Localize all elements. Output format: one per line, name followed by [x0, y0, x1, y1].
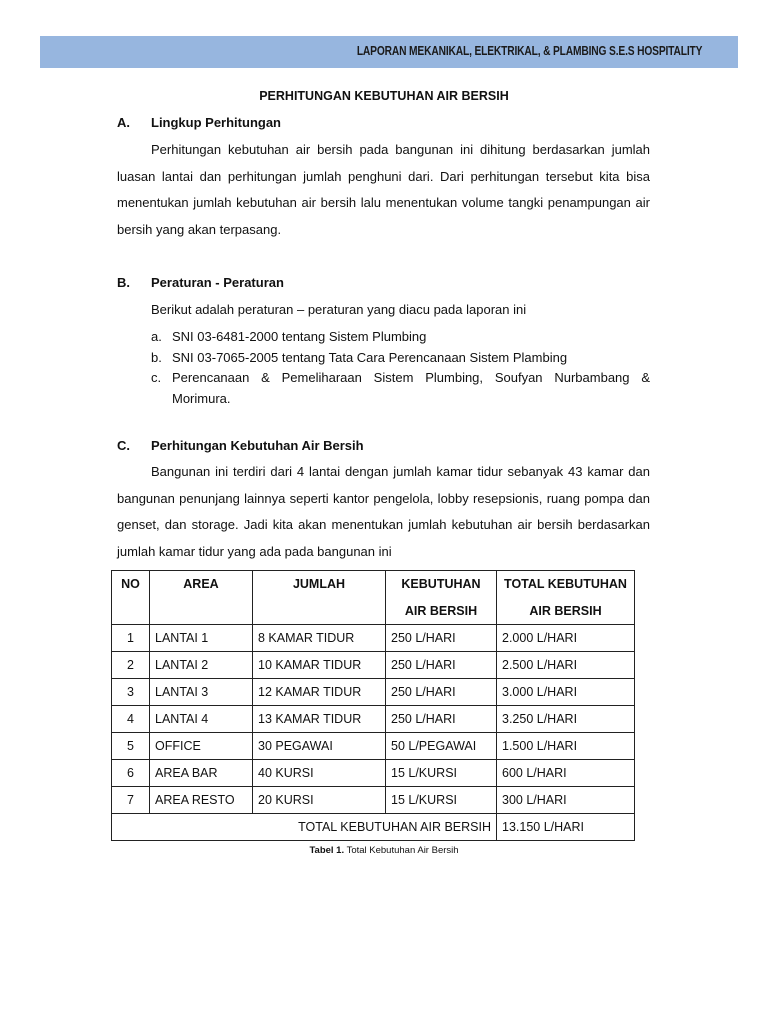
table-header-row — [112, 571, 635, 625]
header-total: TOTAL KEBUTUHAN AIR BERSIH — [497, 571, 635, 625]
section-a-text: Perhitungan kebutuhan air bersih pada bangunan ini dihitung berdasarkan jumlah luasan lantai dan perhitungan jumlah penghuni dari. Dari perhitungan tersebut kita bisa menentukan jumlah kebutuhan air bersih lalu menentukan volume tangki penampungan air bersih yang akan terpasang. — [117, 142, 650, 237]
section-a-paragraph — [117, 137, 650, 243]
total-label: TOTAL KEBUTUHAN AIR BERSIH — [112, 814, 497, 841]
caption-text: Total Kebutuhan Air Bersih — [344, 845, 459, 856]
cell-kebutuhan: 250 L/HARI — [386, 652, 497, 679]
total-value: 13.150 L/HARI — [497, 814, 635, 841]
cell-total: 3.250 L/HARI — [497, 706, 635, 733]
section-c-title: Perhitungan Kebutuhan Air Bersih — [151, 438, 364, 453]
cell-area: AREA RESTO — [150, 787, 253, 814]
list-marker: a. — [151, 329, 162, 344]
cell-total: 600 L/HARI — [497, 760, 635, 787]
cell-total: 1.500 L/HARI — [497, 733, 635, 760]
caption-label: Tabel 1. — [309, 845, 345, 856]
cell-jumlah: 20 KURSI — [253, 787, 386, 814]
table-row — [112, 625, 635, 652]
table-row — [112, 733, 635, 760]
header-area: AREA — [150, 571, 253, 625]
table-row — [112, 787, 635, 814]
section-b-title: Peraturan - Peraturan — [151, 275, 284, 290]
cell-jumlah: 8 KAMAR TIDUR — [253, 625, 386, 652]
section-b-intro: Berikut adalah peraturan – peraturan yang diacu pada laporan ini — [151, 302, 527, 317]
cell-kebutuhan: 15 L/KURSI — [386, 760, 497, 787]
cell-total: 3.000 L/HARI — [497, 679, 635, 706]
cell-no: 6 — [112, 760, 150, 787]
cell-total: 2.500 L/HARI — [497, 652, 635, 679]
cell-total: 300 L/HARI — [497, 787, 635, 814]
list-item — [151, 348, 650, 369]
cell-no: 3 — [112, 679, 150, 706]
header-kebutuhan: KEBUTUHAN AIR BERSIH — [386, 571, 497, 625]
cell-area: LANTAI 1 — [150, 625, 253, 652]
section-a-title: Lingkup Perhitungan — [151, 115, 281, 130]
water-demand-table — [111, 570, 635, 841]
cell-area: LANTAI 3 — [150, 679, 253, 706]
list-item — [151, 368, 650, 409]
cell-no: 2 — [112, 652, 150, 679]
cell-jumlah: 12 KAMAR TIDUR — [253, 679, 386, 706]
regulation-list — [151, 327, 650, 409]
report-header-title: LAPORAN MEKANIKAL, ELEKTRIKAL, & PLAMBING S.E.S HOSPITALITY — [356, 44, 702, 58]
cell-no: 7 — [112, 787, 150, 814]
cell-area: OFFICE — [150, 733, 253, 760]
table-caption — [0, 845, 768, 856]
cell-jumlah: 13 KAMAR TIDUR — [253, 706, 386, 733]
table-row — [112, 706, 635, 733]
cell-kebutuhan: 50 L/PEGAWAI — [386, 733, 497, 760]
list-item — [151, 327, 650, 348]
table-row — [112, 652, 635, 679]
cell-total: 2.000 L/HARI — [497, 625, 635, 652]
list-item-text: Perencanaan & Pemeliharaan Sistem Plumbing, Soufyan Nurbambang & Morimura. — [172, 370, 650, 406]
cell-area: LANTAI 4 — [150, 706, 253, 733]
section-c-paragraph — [117, 459, 650, 565]
cell-jumlah: 40 KURSI — [253, 760, 386, 787]
list-marker: b. — [151, 349, 162, 365]
table-row — [112, 760, 635, 787]
list-marker: c. — [151, 370, 162, 385]
list-item-text: SNI 03-6481-2000 tentang Sistem Plumbing — [172, 329, 427, 344]
document-title: PERHITUNGAN KEBUTUHAN AIR BERSIH — [259, 89, 509, 103]
cell-no: 4 — [112, 706, 150, 733]
table-total-row — [112, 814, 635, 841]
header-no: NO — [112, 571, 150, 625]
cell-jumlah: 30 PEGAWAI — [253, 733, 386, 760]
section-a-letter: A. — [117, 115, 130, 130]
cell-no: 1 — [112, 625, 150, 652]
section-c-text: Bangunan ini terdiri dari 4 lantai dengan jumlah kamar tidur sebanyak 43 kamar dan bangunan penunjang lainnya seperti kantor pengelola, lobby resepsionis, ruang pompa dan genset, dan storage. Jadi kita akan menentukan jumlah kebutuhan air bersih berdasarkan jumlah kamar tidur yang ada pada bangunan ini — [117, 464, 650, 559]
header-jumlah: JUMLAH — [253, 571, 386, 625]
cell-kebutuhan: 250 L/HARI — [386, 625, 497, 652]
section-b-letter: B. — [117, 275, 130, 290]
section-c-letter: C. — [117, 438, 130, 453]
cell-no: 5 — [112, 733, 150, 760]
cell-kebutuhan: 250 L/HARI — [386, 679, 497, 706]
cell-area: AREA BAR — [150, 760, 253, 787]
header-band — [40, 36, 738, 68]
cell-jumlah: 10 KAMAR TIDUR — [253, 652, 386, 679]
list-item-text: SNI 03-7065-2005 tentang Tata Cara Perencanaan Sistem Plambing — [172, 349, 568, 365]
cell-area: LANTAI 2 — [150, 652, 253, 679]
cell-kebutuhan: 250 L/HARI — [386, 706, 497, 733]
table-row — [112, 679, 635, 706]
cell-kebutuhan: 15 L/KURSI — [386, 787, 497, 814]
